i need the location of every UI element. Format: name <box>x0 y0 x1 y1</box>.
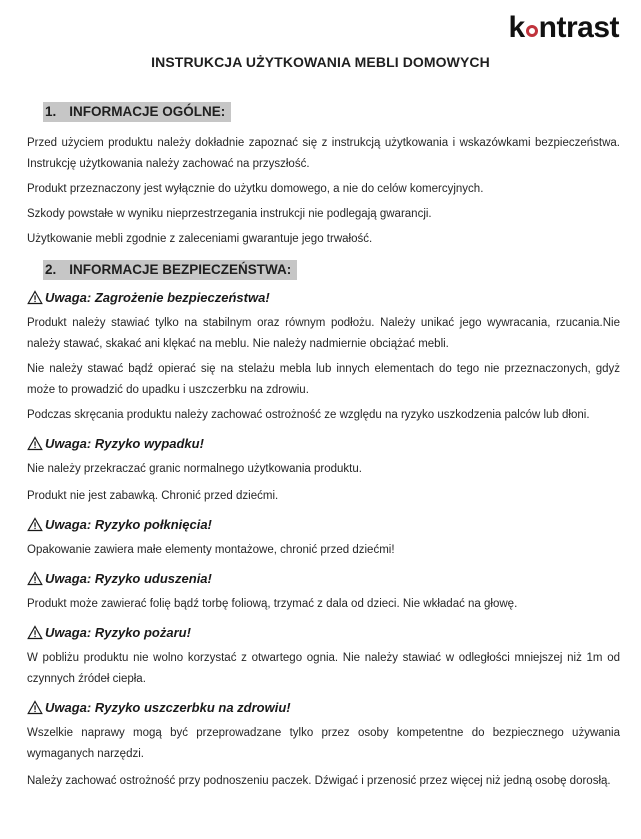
section-1-label: INFORMACJE OGÓLNE: <box>69 104 226 119</box>
paragraph: Szkody powstałe w wyniku nieprzestrzegania instrukcji nie podlegają gwarancji. <box>27 208 432 220</box>
section-heading-1 <box>43 102 620 122</box>
section-1-number: 1. <box>45 104 57 119</box>
logo-text-ntrast: ntrast <box>538 11 619 44</box>
warning-title: Uwaga: Zagrożenie bezpieczeństwa! <box>45 290 270 305</box>
warning-triangle-icon <box>27 700 43 715</box>
paragraph: Nie należy stawać bądź opierać się na stelażu mebla lub innych elementach do tego nie przeznaczonych, gdyż może to prowadzić do upadku i uszczerbku na zdrowiu. <box>27 363 620 396</box>
warning-title: Uwaga: Ryzyko uduszenia! <box>45 571 212 586</box>
kontrast-logo <box>508 12 619 44</box>
page-title: INSTRUKCJA UŻYTKOWANIA MEBLI DOMOWYCH <box>151 54 490 70</box>
paragraph: Produkt przeznaczony jest wyłącznie do użytku domowego, a nie do celów komercyjnych. <box>27 183 484 195</box>
paragraph: Produkt może zawierać folię bądź torbę foliową, trzymać z dala od dzieci. Nie wkładać na głowę. <box>27 598 518 610</box>
section-2-number: 2. <box>45 262 57 277</box>
warning-heading <box>27 517 620 532</box>
warning-heading <box>27 290 620 305</box>
warning-triangle-icon <box>27 571 43 586</box>
warning-title: Uwaga: Ryzyko połknięcia! <box>45 517 212 532</box>
warning-title: Uwaga: Ryzyko pożaru! <box>45 625 191 640</box>
paragraph: Przed użyciem produktu należy dokładnie zapoznać się z instrukcją użytkowania i wskazówkami bezpieczeństwa. Instrukcję użytkowania należy zachować na przyszłość. <box>27 137 620 170</box>
warning-title: Uwaga: Ryzyko wypadku! <box>45 436 204 451</box>
section-1-body <box>27 133 620 250</box>
warning-title: Uwaga: Ryzyko uszczerbku na zdrowiu! <box>45 700 291 715</box>
warning-triangle-icon <box>27 436 43 451</box>
paragraph: Wszelkie naprawy mogą być przeprowadzane tylko przez osoby kompetentne do bezpiecznego używania wymaganych narzędzi. <box>27 727 620 760</box>
document-content <box>0 102 641 792</box>
logo-red-ring-o-icon <box>526 25 538 37</box>
warning-heading <box>27 625 620 640</box>
paragraph: Produkt nie jest zabawką. Chronić przed dziećmi. <box>27 490 279 502</box>
paragraph: Podczas skręcania produktu należy zachować ostrożność ze względu na ryzyko uszkodzenia palców lub dłoni. <box>27 409 590 421</box>
warning-heading <box>27 571 620 586</box>
paragraph: W pobliżu produktu nie wolno korzystać z otwartego ognia. Nie należy stawiać w odległości mniejszej niż 1m od czynnych źródeł ciepła. <box>27 652 620 685</box>
paragraph: Należy zachować ostrożność przy podnoszeniu paczek. Dźwigać i przenosić przez więcej niż jedną osobę dorosłą. <box>27 775 611 787</box>
logo-text-k: k <box>508 11 525 44</box>
warning-heading <box>27 700 620 715</box>
paragraph: Opakowanie zawiera małe elementy montażowe, chronić przed dziećmi! <box>27 544 395 556</box>
warning-triangle-icon <box>27 517 43 532</box>
paragraph: Użytkowanie mebli zgodnie z zaleceniami gwarantuje jego trwałość. <box>27 233 373 245</box>
section-heading-2 <box>43 260 620 280</box>
warning-triangle-icon <box>27 290 43 305</box>
warning-heading <box>27 436 620 451</box>
paragraph: Nie należy przekraczać granic normalnego użytkowania produktu. <box>27 463 362 475</box>
logo-row <box>0 0 641 44</box>
section-2-label: INFORMACJE BEZPIECZEŃSTWA: <box>69 262 292 277</box>
warning-triangle-icon <box>27 625 43 640</box>
paragraph: Produkt należy stawiać tylko na stabilnym oraz równym podłożu. Należy unikać jego wywracania, rzucania.Nie należy stawać, skakać ani klękać na meblu. Nie należy nadmiernie obciążać mebli. <box>27 317 620 350</box>
